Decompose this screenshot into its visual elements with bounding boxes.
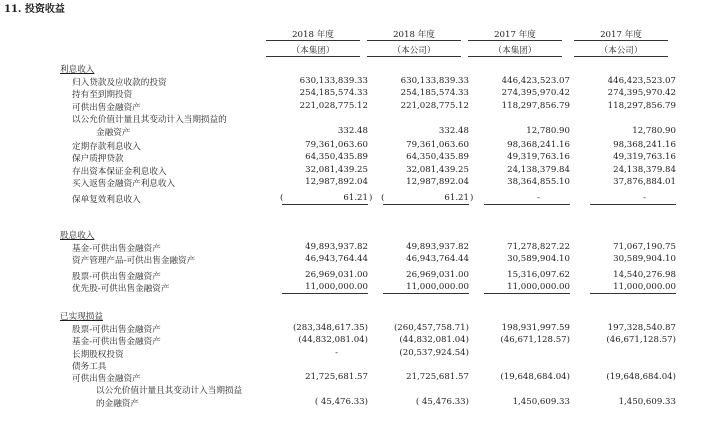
row-label: 股票-可供出售金融资产: [72, 271, 161, 282]
value-cell: (44,832,081.04): [298, 335, 368, 346]
value-cell: 12,987,892.04: [406, 176, 469, 187]
value-cell: 71,278,827.22: [507, 242, 570, 253]
value-cell: 254,185,574.33: [400, 88, 469, 99]
value-cell: 197,328,540.87: [607, 323, 676, 334]
value-cell: 21,725,681.57: [406, 372, 469, 382]
value-cell: 79,361,063.60: [305, 140, 368, 151]
value-cell: 46,943,764.44: [305, 254, 368, 265]
value-cell: 221,028,775.12: [400, 100, 469, 111]
row-label: 保单复效利息收入: [72, 195, 141, 205]
value-cell: 446,423,523.07: [501, 76, 570, 87]
value-cell: 61.21: [444, 193, 469, 203]
row-label: 资产管理产品-可供出售金融资产: [72, 256, 196, 267]
header-rule: [468, 56, 562, 57]
value-cell: 26,969,031.00: [406, 269, 469, 280]
page-title: 11. 投资收益: [4, 4, 65, 15]
column-year: 2018 年度: [292, 30, 334, 40]
value-cell: 118,297,856.79: [501, 100, 570, 111]
value-cell: 49,319,763.16: [613, 152, 676, 163]
value-cell: 26,969,031.00: [305, 269, 368, 280]
value-cell: 24,138,379.84: [613, 164, 676, 175]
value-cell: 12,780.90: [526, 126, 570, 136]
paren-close: ): [470, 193, 474, 203]
row-label: 可供出售金融资产: [72, 102, 141, 113]
value-cell: 221,028,775.12: [299, 100, 368, 111]
row-label: 的金融资产: [96, 399, 139, 410]
value-cell: 332.48: [337, 126, 368, 136]
value-cell: 254,185,574.33: [299, 88, 368, 99]
total-underline: [484, 204, 570, 205]
total-underline: [282, 204, 368, 205]
value-cell: 98,368,241.16: [507, 140, 570, 151]
column-scope: （本集团）: [493, 46, 537, 56]
value-cell: 30,589,904.10: [613, 254, 676, 265]
value-cell: (44,832,081.04): [399, 335, 469, 346]
value-cell: 21,725,681.57: [305, 372, 368, 382]
paren-open: (: [381, 193, 385, 203]
row-label: 基金-可供出售金融资产: [72, 244, 161, 255]
value-cell: 49,893,937.82: [305, 242, 368, 253]
value-cell: -: [537, 193, 540, 203]
total-underline: [590, 293, 676, 294]
value-cell: 12,987,892.04: [305, 176, 368, 187]
section-title: 已实现损益: [60, 312, 103, 322]
value-cell: 38,364,855.10: [507, 176, 570, 187]
section-title: 利息收入: [60, 65, 95, 75]
row-label: 存出资本保证金利息收入: [72, 166, 167, 177]
value-cell: 12,780.90: [632, 126, 676, 136]
value-cell: 37,876,884.01: [613, 176, 676, 187]
row-label: 债务工具: [72, 361, 107, 372]
value-cell: (260,457,758.71): [393, 323, 469, 334]
value-cell: 630,133,839.33: [299, 76, 368, 87]
value-cell: -: [335, 347, 338, 358]
value-cell: 64,350,435.89: [305, 152, 368, 163]
value-cell: (46,671,128.57): [606, 335, 676, 346]
row-label: 金融资产: [96, 128, 131, 138]
row-label: 长期股权投资: [72, 349, 124, 360]
value-cell: (19,648,684.04): [500, 372, 570, 382]
column-scope: （本公司）: [392, 46, 436, 56]
value-cell: 49,319,763.16: [507, 152, 570, 163]
value-cell: 30,589,904.10: [507, 254, 570, 265]
row-label: 定期存款利息收入: [72, 142, 141, 153]
row-label: 保户质押贷款: [72, 154, 124, 165]
value-cell: 64,350,435.89: [406, 152, 469, 163]
value-cell: (46,671,128.57): [500, 335, 570, 346]
value-cell: 49,893,937.82: [406, 242, 469, 253]
value-cell: 332.48: [438, 126, 469, 136]
value-cell: 446,423,523.07: [607, 76, 676, 87]
column-year: 2018 年度: [393, 30, 435, 40]
row-label: 股票-可供出售金融资产: [72, 325, 161, 336]
column-scope: （本集团）: [291, 46, 335, 56]
row-label: 持有至到期投资: [72, 90, 133, 101]
value-cell: 32,081,439.25: [305, 164, 368, 175]
value-cell: ( 45,476.33): [415, 397, 469, 408]
header-rule: [266, 40, 360, 41]
header-rule: [574, 56, 668, 57]
value-cell: (19,648,684.04): [606, 372, 676, 382]
header-rule: [367, 56, 461, 57]
value-cell: 79,361,063.60: [406, 140, 469, 151]
value-cell: 274,395,970.42: [607, 88, 676, 99]
total-underline: [484, 293, 570, 294]
total-underline: [383, 293, 469, 294]
row-label: 买入返售金融资产利息收入: [72, 178, 176, 189]
column-year: 2017 年度: [494, 30, 536, 40]
header-rule: [574, 40, 668, 41]
value-cell: 98,368,241.16: [613, 140, 676, 151]
value-cell: 11,000,000.00: [613, 281, 676, 292]
value-cell: 24,138,379.84: [507, 164, 570, 175]
row-label: 以公允价值计量且其变动计入当期损益的: [72, 114, 227, 125]
header-rule: [367, 40, 461, 41]
value-cell: 61.21: [343, 193, 368, 203]
value-cell: 32,081,439.25: [406, 164, 469, 175]
value-cell: 1,450,609.33: [512, 397, 570, 408]
row-label: 以公允价值计量且其变动计入当期损益: [96, 386, 243, 397]
value-cell: 71,067,190.75: [613, 242, 676, 253]
value-cell: (20,537,924.54): [399, 347, 469, 358]
total-underline: [383, 204, 469, 205]
value-cell: 14,540,276.98: [613, 269, 676, 280]
row-label: 归入贷款及应收款的投资: [72, 78, 167, 89]
value-cell: 274,395,970.42: [501, 88, 570, 99]
value-cell: -: [643, 193, 646, 203]
value-cell: 630,133,839.33: [400, 76, 469, 87]
value-cell: 118,297,856.79: [607, 100, 676, 111]
total-underline: [590, 204, 676, 205]
row-label: 基金-可供出售金融资产: [72, 337, 161, 348]
header-rule: [266, 56, 360, 57]
total-underline: [282, 293, 368, 294]
value-cell: 11,000,000.00: [406, 281, 469, 292]
paren-open: (: [280, 193, 284, 203]
value-cell: 11,000,000.00: [305, 281, 368, 292]
value-cell: (283,348,617.35): [292, 323, 368, 334]
value-cell: ( 45,476.33): [314, 397, 368, 408]
column-year: 2017 年度: [600, 30, 642, 40]
value-cell: 46,943,764.44: [406, 254, 469, 265]
section-title: 股息收入: [60, 231, 95, 241]
value-cell: 198,931,997.59: [501, 323, 570, 334]
value-cell: 1,450,609.33: [618, 397, 676, 408]
value-cell: 15,316,097.62: [507, 269, 570, 280]
paren-close: ): [369, 193, 373, 203]
row-label: 可供出售金融资产: [72, 374, 141, 384]
row-label: 优先股-可供出售金融资产: [72, 283, 170, 294]
column-scope: （本公司）: [599, 46, 643, 56]
value-cell: 11,000,000.00: [507, 281, 570, 292]
header-rule: [468, 40, 562, 41]
